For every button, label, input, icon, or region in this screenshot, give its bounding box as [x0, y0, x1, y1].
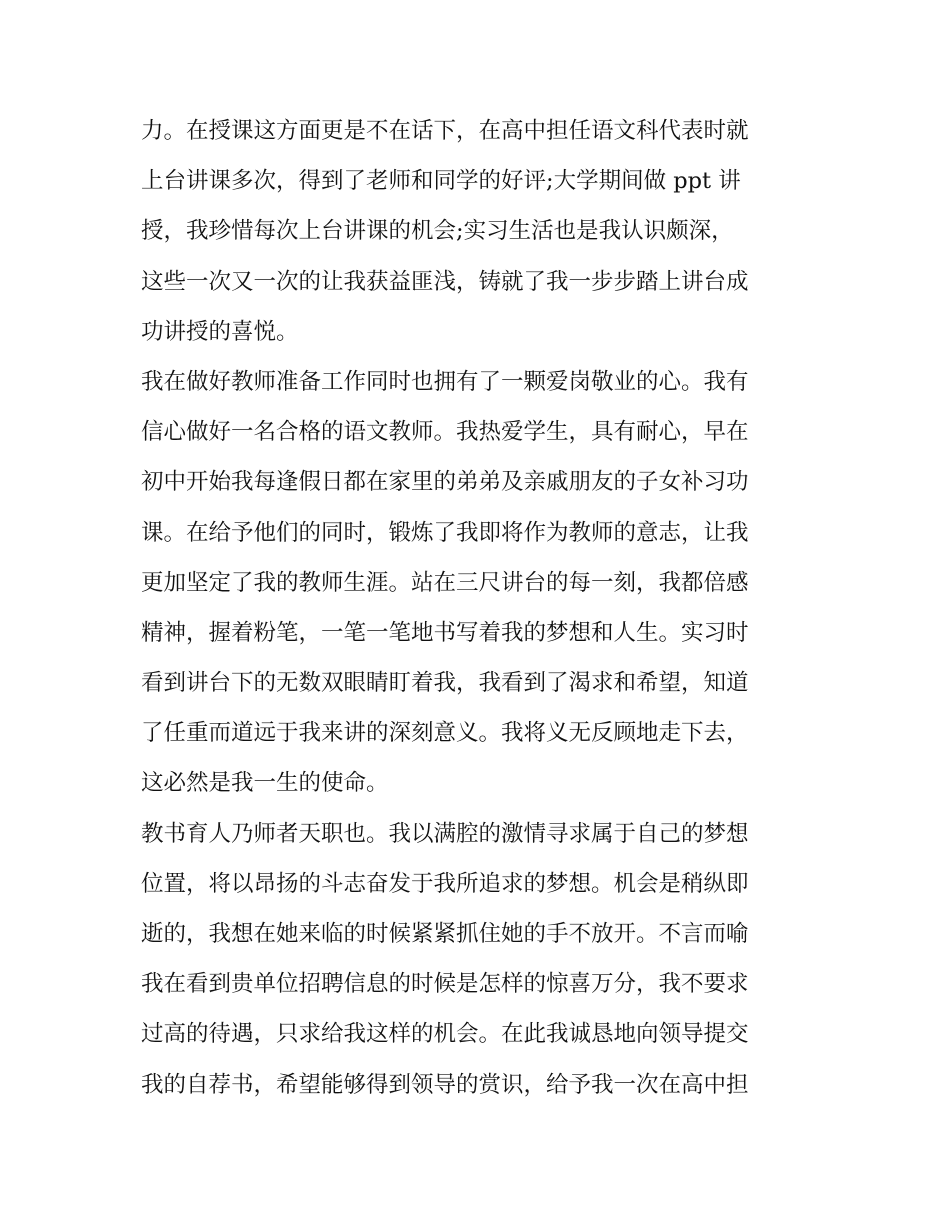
text-line: 看到讲台下的无数双眼睛盯着我，我看到了渴求和希望，知道 — [141, 670, 749, 697]
text-line: 初中开始我每逢假日都在家里的弟弟及亲戚朋友的子女补习功 — [141, 469, 749, 496]
text-line: 上台讲课多次，得到了老师和同学的好评;大学期间做 ppt 讲 — [141, 168, 741, 195]
text-line: 了任重而道远于我来讲的深刻意义。我将义无反顾地走下去， — [141, 720, 749, 747]
text-line: 授，我珍惜每次上台讲课的机会;实习生活也是我认识颇深， — [141, 218, 734, 245]
document-body — [141, 106, 813, 1110]
text-line: 位置，将以昂扬的斗志奋发于我所追求的梦想。机会是稍纵即 — [141, 870, 749, 897]
text-line: 我在做好教师准备工作同时也拥有了一颗爱岗敬业的心。我有 — [141, 368, 749, 395]
text-line: 力。在授课这方面更是不在话下，在高中担任语文科代表时就 — [141, 118, 749, 144]
text-line: 这些一次又一次的让我获益匪浅，铸就了我一步步踏上讲台成 — [141, 268, 749, 295]
text-line: 这必然是我一生的使命。 — [141, 770, 389, 797]
text-line: 课。在给予他们的同时，锻炼了我即将作为教师的意志，让我 — [141, 519, 749, 546]
text-line: 功讲授的喜悦。 — [141, 318, 299, 345]
text-line: 精神，握着粉笔，一笔一笔地书写着我的梦想和人生。实习时 — [141, 619, 749, 646]
text-line: 逝的，我想在她来临的时候紧紧抓住她的手不放开。不言而喻 — [141, 921, 749, 947]
text-line: 过高的待遇，只求给我这样的机会。在此我诚恳地向领导提交 — [141, 1021, 749, 1048]
text-line: 我在看到贵单位招聘信息的时候是怎样的惊喜万分，我不要求 — [141, 971, 749, 998]
text-line: 信心做好一名合格的语文教师。我热爱学生，具有耐心，早在 — [141, 419, 749, 446]
text-line: 我的自荐书，希望能够得到领导的赏识，给予我一次在高中担 — [141, 1071, 749, 1098]
text-line: 更加坚定了我的教师生涯。站在三尺讲台的每一刻，我都倍感 — [141, 569, 749, 596]
text-line: 教书育人乃师者天职也。我以满腔的激情寻求属于自己的梦想 — [141, 820, 749, 847]
